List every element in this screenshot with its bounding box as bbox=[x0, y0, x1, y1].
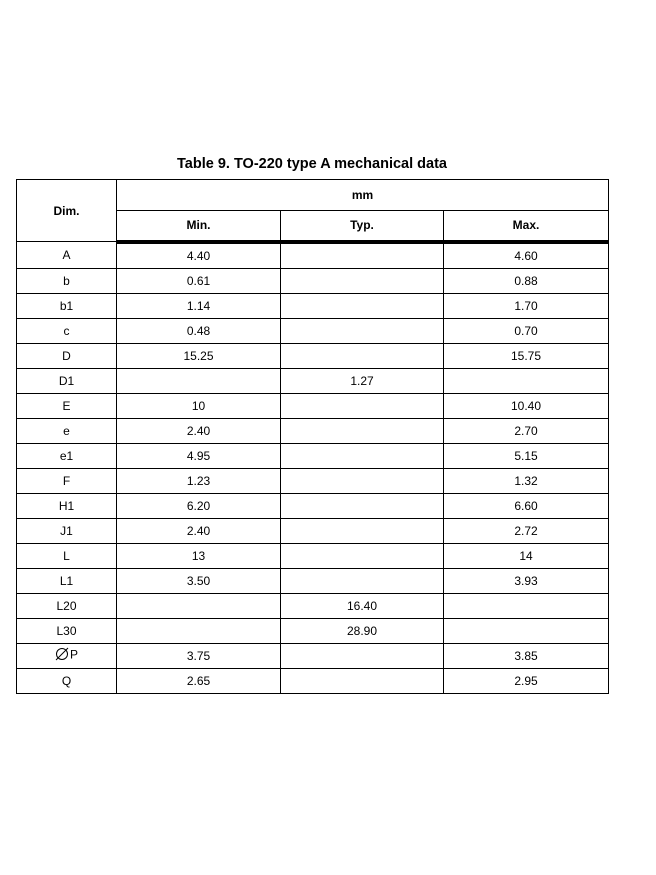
cell-max: 4.60 bbox=[444, 242, 609, 269]
cell-typ bbox=[281, 493, 444, 518]
cell-min: 1.14 bbox=[117, 293, 281, 318]
header-unit: mm bbox=[117, 180, 609, 211]
table-row bbox=[17, 668, 609, 693]
cell-typ bbox=[281, 443, 444, 468]
cell-dim bbox=[17, 518, 117, 543]
cell-dim bbox=[17, 268, 117, 293]
cell-min: 13 bbox=[117, 543, 281, 568]
cell-min: 1.23 bbox=[117, 468, 281, 493]
cell-dim bbox=[17, 343, 117, 368]
cell-dim-label: H1 bbox=[58, 498, 75, 513]
table-row bbox=[17, 593, 609, 618]
cell-dim-label: D1 bbox=[58, 373, 75, 388]
cell-dim-label: P bbox=[69, 647, 78, 662]
cell-max: 2.70 bbox=[444, 418, 609, 443]
cell-dim-label: L1 bbox=[59, 573, 74, 588]
cell-max: 1.70 bbox=[444, 293, 609, 318]
cell-min: 4.95 bbox=[117, 443, 281, 468]
cell-dim bbox=[17, 393, 117, 418]
table-row bbox=[17, 368, 609, 393]
cell-max: 10.40 bbox=[444, 393, 609, 418]
cell-typ: 1.27 bbox=[281, 368, 444, 393]
table-body bbox=[17, 242, 609, 694]
table-row bbox=[17, 468, 609, 493]
cell-max: 14 bbox=[444, 543, 609, 568]
table-row bbox=[17, 543, 609, 568]
cell-max bbox=[444, 368, 609, 393]
cell-typ bbox=[281, 418, 444, 443]
cell-dim-label: e1 bbox=[59, 448, 74, 463]
cell-typ bbox=[281, 518, 444, 543]
cell-max: 3.85 bbox=[444, 643, 609, 668]
cell-min: 0.48 bbox=[117, 318, 281, 343]
cell-dim-label: F bbox=[62, 473, 71, 488]
cell-dim bbox=[17, 418, 117, 443]
cell-min: 3.50 bbox=[117, 568, 281, 593]
cell-dim bbox=[17, 618, 117, 643]
cell-min: 2.40 bbox=[117, 418, 281, 443]
cell-min bbox=[117, 618, 281, 643]
cell-dim bbox=[17, 242, 117, 269]
cell-dim-label: b1 bbox=[59, 298, 74, 313]
cell-max bbox=[444, 618, 609, 643]
table-row bbox=[17, 643, 609, 668]
cell-dim-label: Q bbox=[61, 673, 72, 688]
cell-dim bbox=[17, 493, 117, 518]
cell-typ bbox=[281, 643, 444, 668]
table-row bbox=[17, 418, 609, 443]
table-row bbox=[17, 443, 609, 468]
cell-dim bbox=[17, 468, 117, 493]
cell-min: 0.61 bbox=[117, 268, 281, 293]
table-caption: Table 9. TO-220 type A mechanical data bbox=[177, 156, 447, 172]
cell-min: 4.40 bbox=[117, 242, 281, 269]
cell-dim bbox=[17, 368, 117, 393]
mechanical-data-table bbox=[16, 179, 609, 694]
table-row bbox=[17, 242, 609, 269]
cell-typ bbox=[281, 343, 444, 368]
table-row bbox=[17, 318, 609, 343]
header-dim: Dim. bbox=[17, 180, 117, 242]
cell-max: 0.70 bbox=[444, 318, 609, 343]
cell-typ bbox=[281, 668, 444, 693]
cell-dim-label: L20 bbox=[56, 598, 77, 613]
cell-min: 10 bbox=[117, 393, 281, 418]
cell-dim-label: b bbox=[63, 273, 70, 288]
cell-min: 3.75 bbox=[117, 643, 281, 668]
cell-typ bbox=[281, 568, 444, 593]
cell-min: 2.40 bbox=[117, 518, 281, 543]
cell-max: 2.95 bbox=[444, 668, 609, 693]
header-min: Min. bbox=[117, 210, 281, 241]
cell-dim-label: E bbox=[62, 398, 71, 413]
cell-dim-label: e bbox=[63, 423, 70, 438]
cell-dim-label: J1 bbox=[60, 523, 73, 538]
cell-dim-label: L bbox=[63, 548, 70, 563]
cell-dim bbox=[17, 443, 117, 468]
table-row bbox=[17, 268, 609, 293]
cell-dim bbox=[17, 568, 117, 593]
cell-max: 5.15 bbox=[444, 443, 609, 468]
cell-min: 15.25 bbox=[117, 343, 281, 368]
cell-dim bbox=[17, 293, 117, 318]
cell-typ: 16.40 bbox=[281, 593, 444, 618]
cell-max: 2.72 bbox=[444, 518, 609, 543]
header-typ: Typ. bbox=[281, 210, 444, 241]
table-row bbox=[17, 393, 609, 418]
table-row bbox=[17, 518, 609, 543]
cell-typ bbox=[281, 468, 444, 493]
table-row bbox=[17, 343, 609, 368]
cell-min bbox=[117, 593, 281, 618]
table-row bbox=[17, 618, 609, 643]
cell-min bbox=[117, 368, 281, 393]
cell-dim bbox=[17, 668, 117, 693]
cell-max: 3.93 bbox=[444, 568, 609, 593]
header-row-unit bbox=[17, 180, 609, 211]
cell-dim bbox=[17, 593, 117, 618]
cell-dim-label: A bbox=[62, 247, 71, 262]
table-row bbox=[17, 293, 609, 318]
table-row bbox=[17, 493, 609, 518]
cell-max: 6.60 bbox=[444, 493, 609, 518]
cell-typ bbox=[281, 543, 444, 568]
diameter-icon bbox=[55, 647, 69, 664]
cell-max bbox=[444, 593, 609, 618]
cell-typ: 28.90 bbox=[281, 618, 444, 643]
cell-dim bbox=[17, 643, 117, 668]
cell-max: 15.75 bbox=[444, 343, 609, 368]
cell-dim-label: D bbox=[62, 348, 71, 363]
cell-typ bbox=[281, 242, 444, 269]
cell-typ bbox=[281, 293, 444, 318]
cell-max: 0.88 bbox=[444, 268, 609, 293]
cell-min: 6.20 bbox=[117, 493, 281, 518]
cell-dim bbox=[17, 318, 117, 343]
cell-dim bbox=[17, 543, 117, 568]
cell-dim-label: c bbox=[63, 323, 70, 338]
table-row bbox=[17, 568, 609, 593]
cell-min: 2.65 bbox=[117, 668, 281, 693]
cell-typ bbox=[281, 268, 444, 293]
header-max: Max. bbox=[444, 210, 609, 241]
cell-max: 1.32 bbox=[444, 468, 609, 493]
cell-dim-label: L30 bbox=[56, 623, 77, 638]
cell-typ bbox=[281, 318, 444, 343]
cell-typ bbox=[281, 393, 444, 418]
